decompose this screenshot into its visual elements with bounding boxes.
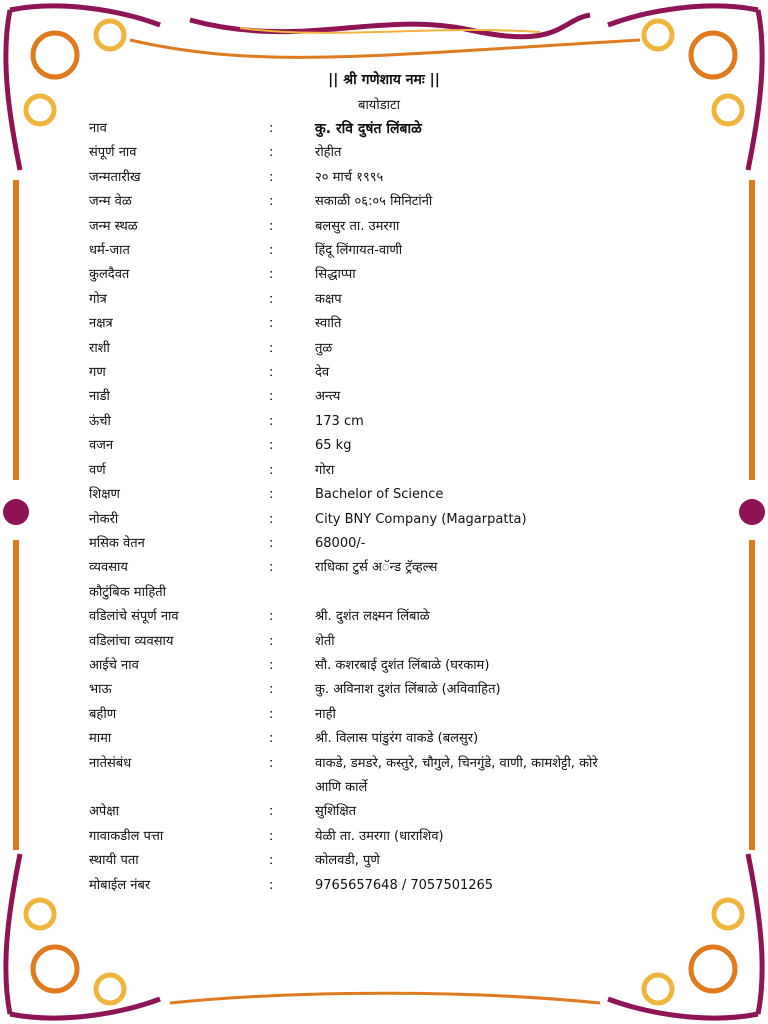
field-label: गावाकडील पत्ता (89, 828, 164, 844)
field-value: 65 kg (315, 438, 352, 454)
field-separator: : (269, 657, 274, 673)
field-label: वडिलांचे संपूर्ण नाव (89, 609, 179, 625)
field-separator: : (269, 218, 274, 234)
field-row (89, 263, 679, 287)
field-separator: : (269, 487, 274, 503)
field-value: गोरा (315, 462, 335, 478)
field-row (89, 556, 679, 580)
field-value: २० मार्च १९९५ (315, 169, 384, 185)
field-separator: : (269, 389, 274, 405)
field-separator: : (269, 828, 274, 844)
field-row (89, 678, 679, 702)
field-separator: : (269, 560, 274, 576)
field-label: मामा (89, 731, 112, 747)
field-row (89, 800, 679, 824)
field-value: 173 cm (315, 413, 364, 429)
field-row (89, 874, 679, 898)
section-heading-row (89, 581, 679, 605)
field-row (89, 385, 679, 409)
field-value: शेती (315, 633, 335, 649)
document-title: बायोडाटा (358, 98, 400, 113)
field-value: देव (315, 365, 330, 381)
field-separator: : (269, 755, 274, 771)
field-row (89, 605, 679, 629)
field-value: कु. रवि दुषंत लिंबाळे (315, 121, 422, 137)
field-label: शिक्षण (89, 487, 120, 503)
field-label: धर्म-जात (89, 243, 130, 259)
field-value-continuation: आणि कार्ले (315, 779, 368, 795)
field-value: राधिका टुर्स अॅन्ड ट्रॅव्हल्स (315, 560, 438, 576)
field-label: ऊंची (89, 413, 111, 429)
field-separator: : (269, 121, 274, 136)
field-value: तुळ (315, 340, 333, 356)
field-row (89, 117, 679, 141)
field-value: कक्षप (315, 291, 342, 307)
field-separator: : (269, 340, 274, 356)
field-separator: : (269, 633, 274, 649)
field-row (89, 703, 679, 727)
field-separator: : (269, 462, 274, 478)
field-row (89, 312, 679, 336)
field-row (89, 483, 679, 507)
field-separator: : (269, 511, 274, 527)
field-row (89, 410, 679, 434)
field-row (89, 288, 679, 312)
field-label: गण (89, 365, 106, 381)
field-value: रोहीत (315, 145, 342, 161)
field-value: बलसुर ता. उमरगा (315, 218, 400, 234)
field-row (89, 361, 679, 385)
field-label: राशी (89, 340, 110, 356)
field-label: बहीण (89, 706, 117, 722)
field-value: स्वाति (315, 316, 342, 332)
field-label: नाव (89, 121, 107, 136)
field-row (89, 508, 679, 532)
field-value: श्री. विलास पांडुरंग वाकडे (बलसुर) (315, 731, 479, 747)
field-label: स्थायी पता (89, 853, 139, 869)
field-value: येळी ता. उमरगा (धाराशिव) (315, 828, 444, 844)
field-row (89, 532, 679, 556)
field-separator: : (269, 609, 274, 625)
field-value: श्री. दुशंत लक्ष्मन लिंबाळे (315, 609, 430, 625)
field-separator: : (269, 804, 274, 820)
field-row (89, 190, 679, 214)
field-separator: : (269, 853, 274, 869)
field-separator: : (269, 316, 274, 332)
field-label: भाऊ (89, 682, 112, 698)
field-label: मोबाईल नंबर (89, 877, 151, 893)
field-separator: : (269, 169, 274, 185)
field-separator: : (269, 682, 274, 698)
field-label: अपेक्षा (89, 804, 120, 820)
field-value: सौ. कशरबाई दुशंत लिंबाळे (घरकाम) (315, 657, 490, 673)
field-label: जन्मतारीख (89, 169, 141, 185)
field-value: 9765657648 / 7057501265 (315, 877, 494, 893)
field-label: वजन (89, 438, 114, 454)
field-separator: : (269, 706, 274, 722)
field-label: नोकरी (89, 511, 119, 527)
field-value: सकाळी ०६:०५ मिनिटांनी (315, 194, 433, 210)
field-label: गोत्र (89, 291, 107, 307)
field-value: नाही (315, 706, 336, 722)
field-separator: : (269, 291, 274, 307)
field-value: कोलवडी, पुणे (315, 853, 380, 869)
field-value: 68000/- (315, 535, 366, 551)
field-separator: : (269, 731, 274, 747)
field-separator: : (269, 438, 274, 454)
field-row (89, 825, 679, 849)
field-label: आईचे नाव (89, 657, 139, 673)
field-value: Bachelor of Science (315, 487, 444, 503)
field-value: City BNY Company (Magarpatta) (315, 511, 527, 527)
biodata-fields (89, 117, 679, 898)
field-label: वर्ण (89, 462, 106, 478)
field-separator: : (269, 413, 274, 429)
field-label: कौटुंबिक माहिती (89, 584, 166, 600)
field-separator: : (269, 194, 274, 210)
field-value: अन्त्य (315, 389, 341, 405)
field-row (89, 141, 679, 165)
field-row (89, 630, 679, 654)
field-label: नाडी (89, 389, 110, 405)
field-value: वाकडे, डमडरे, कस्तुरे, चौगुले, चिनगुंडे, वाणी, कामशेट्टी, कोरे (315, 755, 598, 771)
invocation-heading: || श्री गणेशाय नमः || (328, 72, 440, 88)
field-separator: : (269, 267, 274, 283)
field-separator: : (269, 877, 274, 893)
field-row (89, 337, 679, 361)
field-row (89, 849, 679, 873)
field-row (89, 166, 679, 190)
field-row (89, 459, 679, 483)
field-separator: : (269, 365, 274, 381)
field-value: सुशिक्षित (315, 804, 357, 820)
field-row (89, 654, 679, 678)
field-label: व्यवसाय (89, 560, 128, 576)
field-label: नक्षत्र (89, 316, 113, 332)
field-value: हिंदू लिंगायत-वाणी (315, 243, 403, 259)
field-label: जन्म स्थळ (89, 218, 138, 234)
field-separator: : (269, 145, 274, 161)
field-label: वडिलांचा व्यवसाय (89, 633, 174, 649)
field-label: जन्म वेळ (89, 194, 132, 210)
field-value: सिद्धाप्पा (315, 267, 356, 283)
field-row (89, 239, 679, 263)
field-label: संपूर्ण नाव (89, 145, 137, 161)
field-row (89, 215, 679, 239)
field-value: कु. अविनाश दुशंत लिंबाळे (अविवाहित) (315, 682, 501, 698)
field-label: नातेसंबंध (89, 755, 132, 771)
field-label: मसिक वेतन (89, 535, 145, 551)
continuation-indent (89, 776, 315, 800)
field-row (89, 727, 679, 751)
field-row (89, 752, 679, 776)
field-separator: : (269, 535, 274, 551)
field-row-continuation (89, 776, 679, 800)
field-row (89, 434, 679, 458)
field-label: कुलदैवत (89, 267, 130, 283)
field-separator: : (269, 243, 274, 259)
